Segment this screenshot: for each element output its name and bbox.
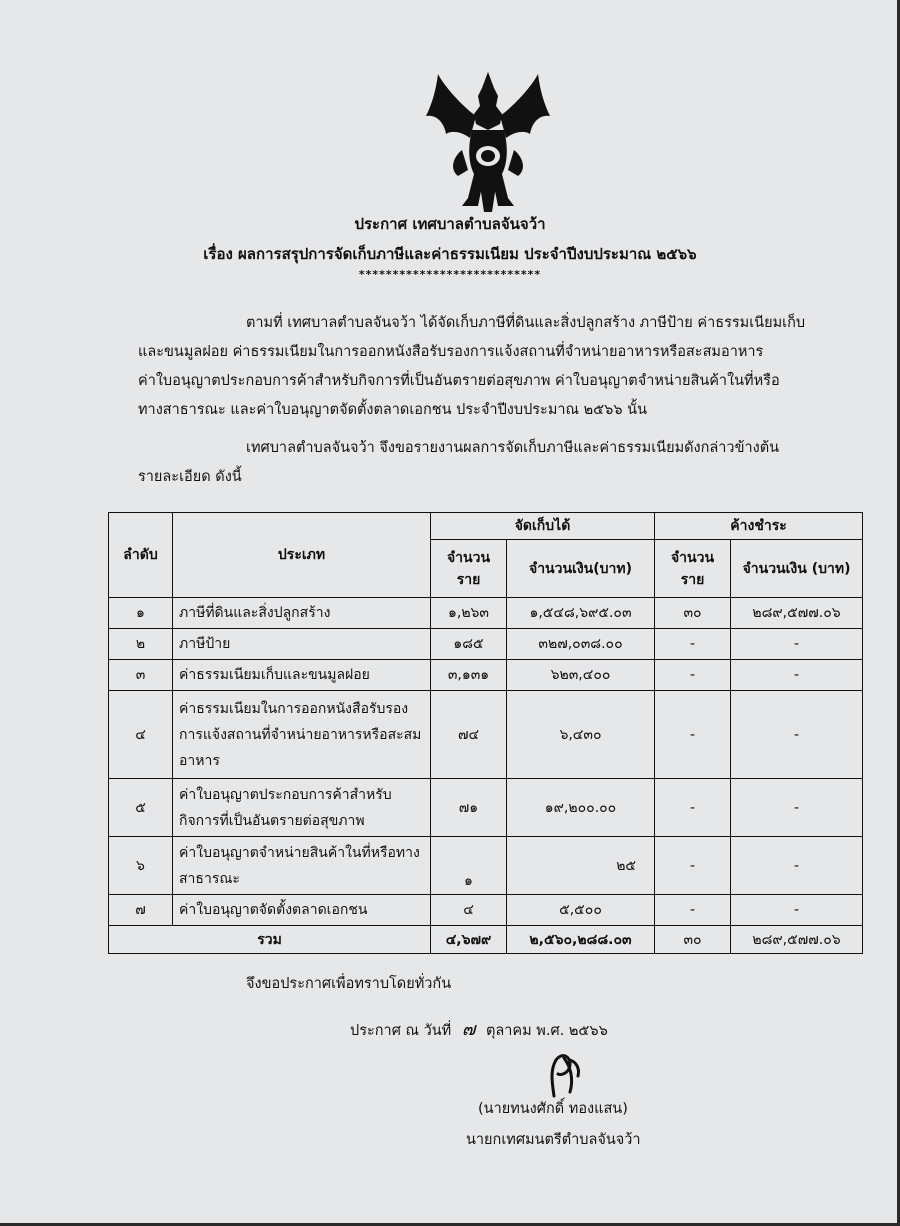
row-no: ๕	[109, 779, 173, 837]
row-outstanding-count: -	[655, 895, 731, 926]
table-row	[109, 895, 863, 926]
document-subject: เรื่อง ผลการสรุปการจัดเก็บภาษีและค่าธรรมเนียม ประจำปีงบประมาณ ๒๕๖๖	[203, 245, 697, 263]
total-count: ๔,๖๗๙	[431, 926, 507, 954]
row-amount: ๕,๕๐๐	[507, 895, 655, 926]
row-outstanding-count: ๓๐	[655, 598, 731, 629]
row-outstanding-amount: -	[731, 837, 863, 895]
date-day-handwritten: ๗	[461, 1019, 476, 1040]
report-line-2: รายละเอียด ดังนี้	[138, 469, 242, 485]
row-count: ๑,๒๖๓	[431, 598, 507, 629]
table-row	[109, 691, 863, 779]
row-amount: ๖,๔๓๐	[507, 691, 655, 779]
table-total-row	[109, 926, 863, 954]
row-outstanding-amount: -	[731, 629, 863, 660]
separator-line: ***************************	[358, 268, 542, 281]
row-no: ๖	[109, 837, 173, 895]
header-type: ประเภท	[173, 513, 431, 598]
row-count: ๗๔	[431, 691, 507, 779]
row-no: ๒	[109, 629, 173, 660]
row-amount: ๑๙,๒๐๐.๐๐	[507, 779, 655, 837]
announcement-line: จึงขอประกาศเพื่อทราบโดยทั่วกัน	[246, 976, 452, 992]
header-outstanding-count: จำนวนราย	[655, 540, 731, 598]
row-amount: ๓๒๗,๐๓๘.๐๐	[507, 629, 655, 660]
signer-name: (นายทนงศักดิ์ ทองแสน)	[478, 1101, 628, 1117]
row-type: ค่าธรรมเนียมเก็บและขนมูลฝอย	[173, 660, 431, 691]
signer-position: นายกเทศมนตรีตำบลจันจว้า	[466, 1132, 641, 1148]
date-suffix: ตุลาคม พ.ศ. ๒๕๖๖	[485, 1023, 608, 1039]
row-amount: ๑,๕๔๘,๖๙๕.๐๓	[507, 598, 655, 629]
header-amount: จำนวนเงิน(บาท)	[507, 540, 655, 598]
row-no: ๑	[109, 598, 173, 629]
row-outstanding-amount: ๒๘๙,๕๗๗.๐๖	[731, 598, 863, 629]
date-prefix: ประกาศ ณ วันที่	[350, 1023, 452, 1039]
row-type: ค่าใบอนุญาตจำหน่ายสินค้าในที่หรือทางสาธารณะ	[173, 837, 431, 895]
row-amount: ๖๒๓,๔๐๐	[507, 660, 655, 691]
row-type: ค่าใบอนุญาตจัดตั้งตลาดเอกชน	[173, 895, 431, 926]
header-outstanding: ค้างชำระ	[655, 513, 863, 540]
row-outstanding-count: -	[655, 629, 731, 660]
row-count: ๔	[431, 895, 507, 926]
row-count: ๓,๑๓๑	[431, 660, 507, 691]
report-line-1: เทศบาลตำบลจันจว้า จึงขอรายงานผลการจัดเก็บภาษีและค่าธรรมเนียมดังกล่าวข้างต้น	[246, 440, 780, 456]
collection-summary-table	[108, 512, 863, 954]
row-type: ค่าธรรมเนียมในการออกหนังสือรับรองการแจ้งสถานที่จำหน่ายอาหารหรือสะสมอาหาร	[173, 691, 431, 779]
row-no: ๗	[109, 895, 173, 926]
row-amount: ๒๕	[507, 837, 655, 895]
row-no: ๔	[109, 691, 173, 779]
document-title: ประกาศ เทศบาลตำบลจันจว้า	[354, 215, 546, 233]
row-outstanding-amount: -	[731, 895, 863, 926]
intro-line-2: และขนมูลฝอย ค่าธรรมเนียมในการออกหนังสือรับรองการแจ้งสถานที่จำหน่ายอาหารหรือสะสมอาหาร	[138, 344, 764, 360]
row-count: ๑	[431, 837, 507, 895]
total-label: รวม	[109, 926, 431, 954]
row-type: ภาษีที่ดินและสิ่งปลูกสร้าง	[173, 598, 431, 629]
row-count: ๑๘๕	[431, 629, 507, 660]
row-type: ภาษีป้าย	[173, 629, 431, 660]
row-outstanding-amount: -	[731, 660, 863, 691]
garuda-emblem-icon	[422, 66, 554, 216]
row-outstanding-count: -	[655, 837, 731, 895]
table-row	[109, 779, 863, 837]
header-count: จำนวนราย	[431, 540, 507, 598]
table-row	[109, 598, 863, 629]
table-row	[109, 837, 863, 895]
header-no: ลำดับ	[109, 513, 173, 598]
table-row	[109, 629, 863, 660]
row-outstanding-amount: -	[731, 779, 863, 837]
total-outstanding-amount: ๒๘๙,๕๗๗.๐๖	[731, 926, 863, 954]
signature-icon	[540, 1052, 586, 1098]
row-type: ค่าใบอนุญาตประกอบการค้าสำหรับกิจการที่เป็นอันตรายต่อสุขภาพ	[173, 779, 431, 837]
intro-line-4: ทางสาธารณะ และค่าใบอนุญาตจัดตั้งตลาดเอกชน ประจำปีงบประมาณ ๒๕๖๖ นั้น	[138, 402, 647, 418]
table-row	[109, 660, 863, 691]
header-collected: จัดเก็บได้	[431, 513, 655, 540]
header-outstanding-amount: จำนวนเงิน (บาท)	[731, 540, 863, 598]
row-outstanding-count: -	[655, 779, 731, 837]
row-no: ๓	[109, 660, 173, 691]
total-amount: ๒,๕๖๐,๒๘๘.๐๓	[507, 926, 655, 954]
row-outstanding-count: -	[655, 660, 731, 691]
row-outstanding-amount: -	[731, 691, 863, 779]
row-outstanding-count: -	[655, 691, 731, 779]
intro-line-1: ตามที่ เทศบาลตำบลจันจว้า ได้จัดเก็บภาษีที่ดินและสิ่งปลูกสร้าง ภาษีป้าย ค่าธรรมเนียมเก็บ	[246, 315, 806, 331]
intro-line-3: ค่าใบอนุญาตประกอบการค้าสำหรับกิจการที่เป็นอันตรายต่อสุขภาพ ค่าใบอนุญาตจำหน่ายสินค้าในที่หรือ	[138, 373, 780, 389]
row-count: ๗๑	[431, 779, 507, 837]
total-outstanding-count: ๓๐	[655, 926, 731, 954]
announcement-date	[350, 1014, 608, 1043]
table-header-row	[109, 513, 863, 540]
